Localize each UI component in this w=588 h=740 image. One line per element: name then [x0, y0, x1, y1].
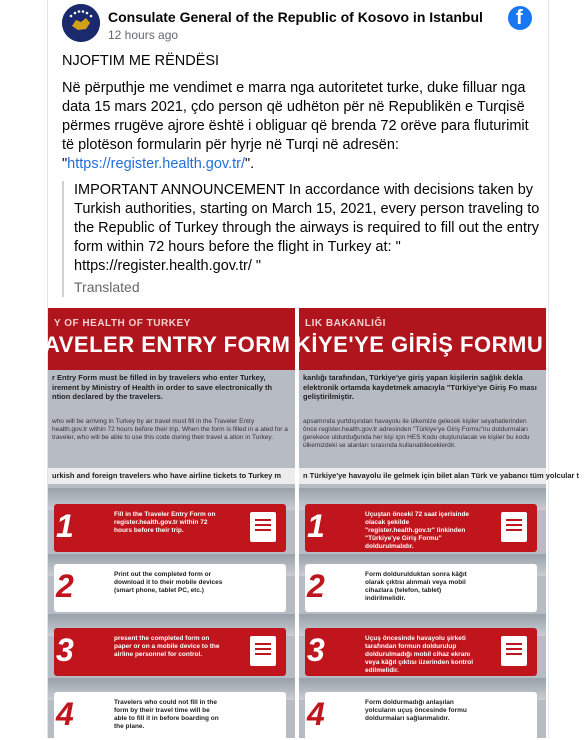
post-paragraph-end: ".: [245, 156, 255, 172]
poster-step-2: [54, 564, 286, 612]
post-body: [62, 52, 537, 182]
step-number: 4: [307, 696, 325, 732]
page-avatar[interactable]: [62, 4, 100, 42]
poster-intro: kanlığı tarafından, Türkiye'ye giriş yapan kişilerin sağlık dekla elektronik ortamda kaydetmek amacıyla "Türkiye'ye Giriş Fo ması geliştirilmiştir.: [303, 373, 537, 401]
post-header: [62, 4, 534, 44]
poster-step-1: [305, 504, 537, 552]
poster-english[interactable]: [44, 308, 295, 738]
facebook-post-card: [44, 0, 580, 738]
translated-label[interactable]: Translated: [74, 279, 140, 295]
step-text: Travelers who could not fill in the form by their travel time will be able to fill it in before boarding on the plane.: [114, 699, 219, 730]
poster-banner: [295, 308, 546, 370]
poster-subheading-text: n Türkiye'ye havayolu ile gelmek için bilet alan Türk ve yabancı tüm yolcular t: [303, 471, 580, 480]
page-name-link[interactable]: Consulate General of the Republic of Kosovo in Istanbul: [108, 9, 483, 25]
poster-step-2: [305, 564, 537, 612]
post-heading: NJOFTIM ME RËNDËSI: [62, 53, 220, 69]
phone-icon: [501, 636, 527, 666]
form-icon: [250, 512, 276, 542]
post-paragraph-text: Në përputhje me vendimet e marra nga autoritetet turke, duke filluar nga data 15 mars 2021, çdo person që udhëton për në Republikën e Turqisë përmes rrugëve ajrore është i obliguar që brenda 72 orëve para fluturimit të plotëson formularin për hyrje në Turqi në adresën: ": [62, 80, 529, 172]
poster-ministry: LIK BAKANLIĞI: [305, 318, 386, 329]
poster-subheading: [48, 468, 295, 484]
poster-title: AVELER ENTRY FORM: [44, 332, 291, 357]
post-timestamp[interactable]: 12 hours ago: [108, 28, 179, 42]
register-link[interactable]: https://register.health.gov.tr/: [67, 156, 246, 172]
phone-icon: [250, 636, 276, 666]
poster-step-4: [305, 692, 537, 740]
step-text: Form doldurmadığı anlaşılan yolcuların uçuş öncesinde formu doldurmaları sağlanmalıdır.: [365, 699, 467, 722]
poster-step-1: [54, 504, 286, 552]
step-text: present the completed form on paper or on a mobile device to the airline personnel for control.: [114, 635, 220, 658]
poster-title: KİYE'YE GİRİŞ FORMU: [295, 332, 544, 357]
form-icon: [501, 512, 527, 542]
step-number: 3: [56, 632, 74, 668]
step-text: Uçuş öncesinde havayolu şirketi tarafından formun doldurulup doldurulmadığı mobil cihaz ekranı veya kâğıt çıktısı üzerinden kontrol edilmelidir.: [365, 635, 474, 674]
poster-intro-detail: apsamında yurtdışından havayolu ile ülkemize gelecek kişiler seyahatlerinden önce register.health.gov.tr adresinden "Türkiye'ye Giriş Formu"nu doldurmaları gerekece uldurduğunda her kişi için HES Kodu oluşturulacak ve kişiler bu kodu ülkemizdeki se alanları sırasında kullanabileceklerdir.: [303, 418, 530, 449]
poster-subheading-text: urkish and foreign travelers who have airline tickets to Turkey m: [52, 471, 282, 480]
post-paragraph: [62, 79, 537, 174]
poster-intro-detail: who will be arriving in Turkey by air travel must fill in the Traveler Entry health.gov.tr within 72 hours before their trip. When the form is filled in a ated for a traveler, who will be able to use this code during their travel a ation in Turkey.: [52, 418, 288, 441]
poster-subheading: [299, 468, 580, 484]
translation-block: [62, 181, 544, 297]
poster-turkish[interactable]: [295, 308, 580, 738]
poster-banner: [44, 308, 295, 370]
facebook-icon[interactable]: [508, 6, 532, 30]
poster-intro: r Entry Form must be filled in by travelers who enter Turkey, irement by Ministry of Health in order to save electronically th ntion declared by the travelers.: [52, 373, 273, 401]
poster-ministry: Y OF HEALTH OF TURKEY: [54, 318, 191, 329]
step-number: 2: [56, 568, 74, 604]
step-number: 2: [307, 568, 325, 604]
translation-text: IMPORTANT ANNOUNCEMENT In accordance with decisions taken by Turkish authorities, starting on March 15, 2021, every person traveling to the Republic of Turkey through the airways is required to fill out the entry form within 72 hours before the flight in Turkey at: " https://register.health.gov.tr/ ": [74, 182, 540, 274]
post-image-gallery[interactable]: [44, 308, 580, 738]
step-text: Fill in the Traveler Entry Form on register.health.gov.tr within 72 hours before their trip.: [114, 511, 216, 534]
poster-step-3: [305, 628, 537, 676]
step-number: 1: [307, 508, 325, 544]
facebook-f-glyph: f: [516, 7, 523, 29]
poster-step-3: [54, 628, 286, 676]
step-text: Print out the completed form or download it to their mobile devices (smart phone, tablet PC, etc.): [114, 571, 223, 594]
step-number: 3: [307, 632, 325, 668]
kosovo-emblem-icon: [62, 4, 100, 42]
step-text: Uçuştan önceki 72 saat içerisinde olacak şekilde "register.health.gov.tr" linkinden "Türkiye'ye Giriş Formu" doldurulmalıdır.: [365, 511, 470, 550]
step-text: Form doldurulduktan sonra kâğıt olarak çıktısı alınmalı veya mobil cihazlara (telefon, tablet) indirilmelidir.: [365, 571, 467, 602]
poster-step-4: [54, 692, 286, 740]
step-number: 1: [56, 508, 74, 544]
step-number: 4: [56, 696, 74, 732]
